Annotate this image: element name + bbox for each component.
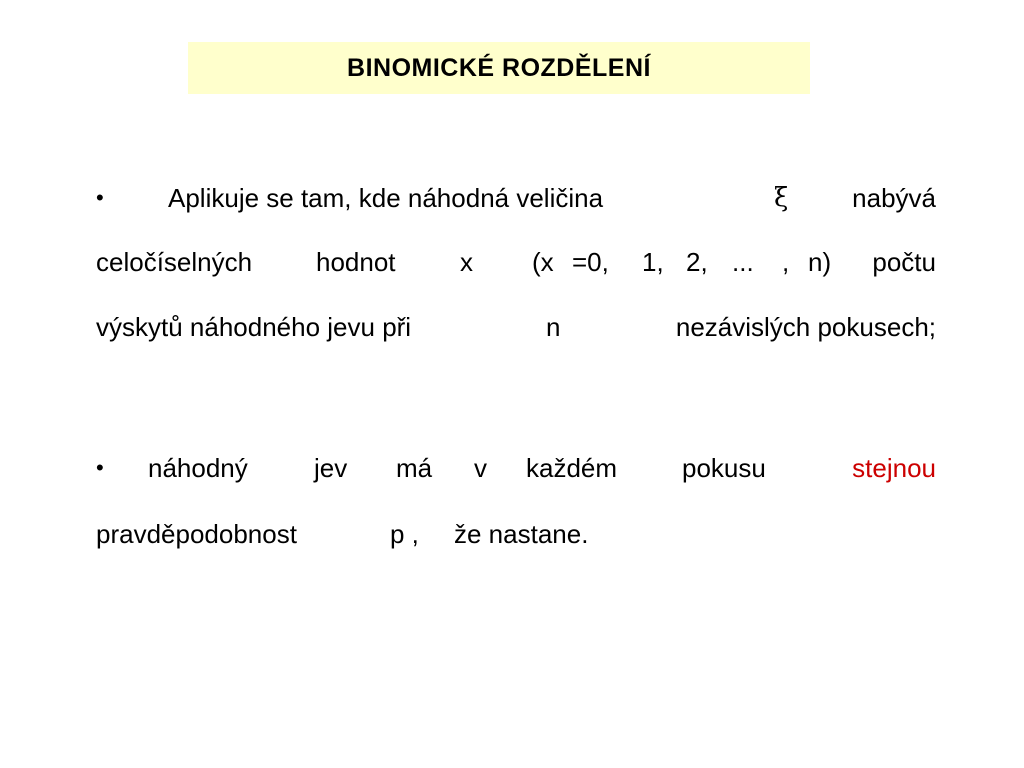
item1-text: Aplikuje se tam, kde náhodná veličina — [168, 183, 604, 213]
bullet-1: • — [96, 185, 104, 210]
word: 1, — [642, 247, 664, 277]
item2-line1 — [96, 448, 936, 488]
item1-line2 — [96, 242, 936, 282]
word: jev — [314, 453, 348, 483]
item1-line3-start: výskytů náhodného jevu při — [96, 312, 412, 342]
variable-p: p , — [390, 519, 419, 549]
word: v — [474, 453, 487, 483]
item1-end: nabývá — [852, 183, 936, 213]
title-box — [188, 42, 810, 94]
variable-n: n — [546, 312, 561, 342]
xi-symbol: ξ — [774, 183, 789, 213]
word: , — [782, 247, 790, 277]
highlighted-word: stejnou — [852, 453, 936, 483]
item1-line1 — [96, 178, 936, 218]
word: celočíselných — [96, 247, 253, 277]
item2-line2 — [96, 514, 936, 554]
item1-line3 — [96, 307, 936, 347]
word: má — [396, 453, 433, 483]
word: pokusu — [682, 453, 766, 483]
word: hodnot — [316, 247, 396, 277]
variable-x: x — [460, 247, 473, 277]
word: 2, — [686, 247, 708, 277]
slide-title: BINOMICKÉ ROZDĚLENÍ — [347, 53, 651, 82]
word: náhodný — [148, 453, 248, 483]
word: pravděpodobnost — [96, 519, 297, 549]
word: že nastane. — [454, 519, 589, 549]
word: každém — [526, 453, 618, 483]
word: (x — [532, 247, 554, 277]
word: n) — [808, 247, 832, 277]
word: počtu — [872, 247, 936, 277]
item1-line3-end: nezávislých pokusech; — [675, 312, 936, 342]
word: ... — [732, 247, 754, 277]
bullet-2: • — [96, 455, 104, 480]
word: =0, — [572, 247, 609, 277]
